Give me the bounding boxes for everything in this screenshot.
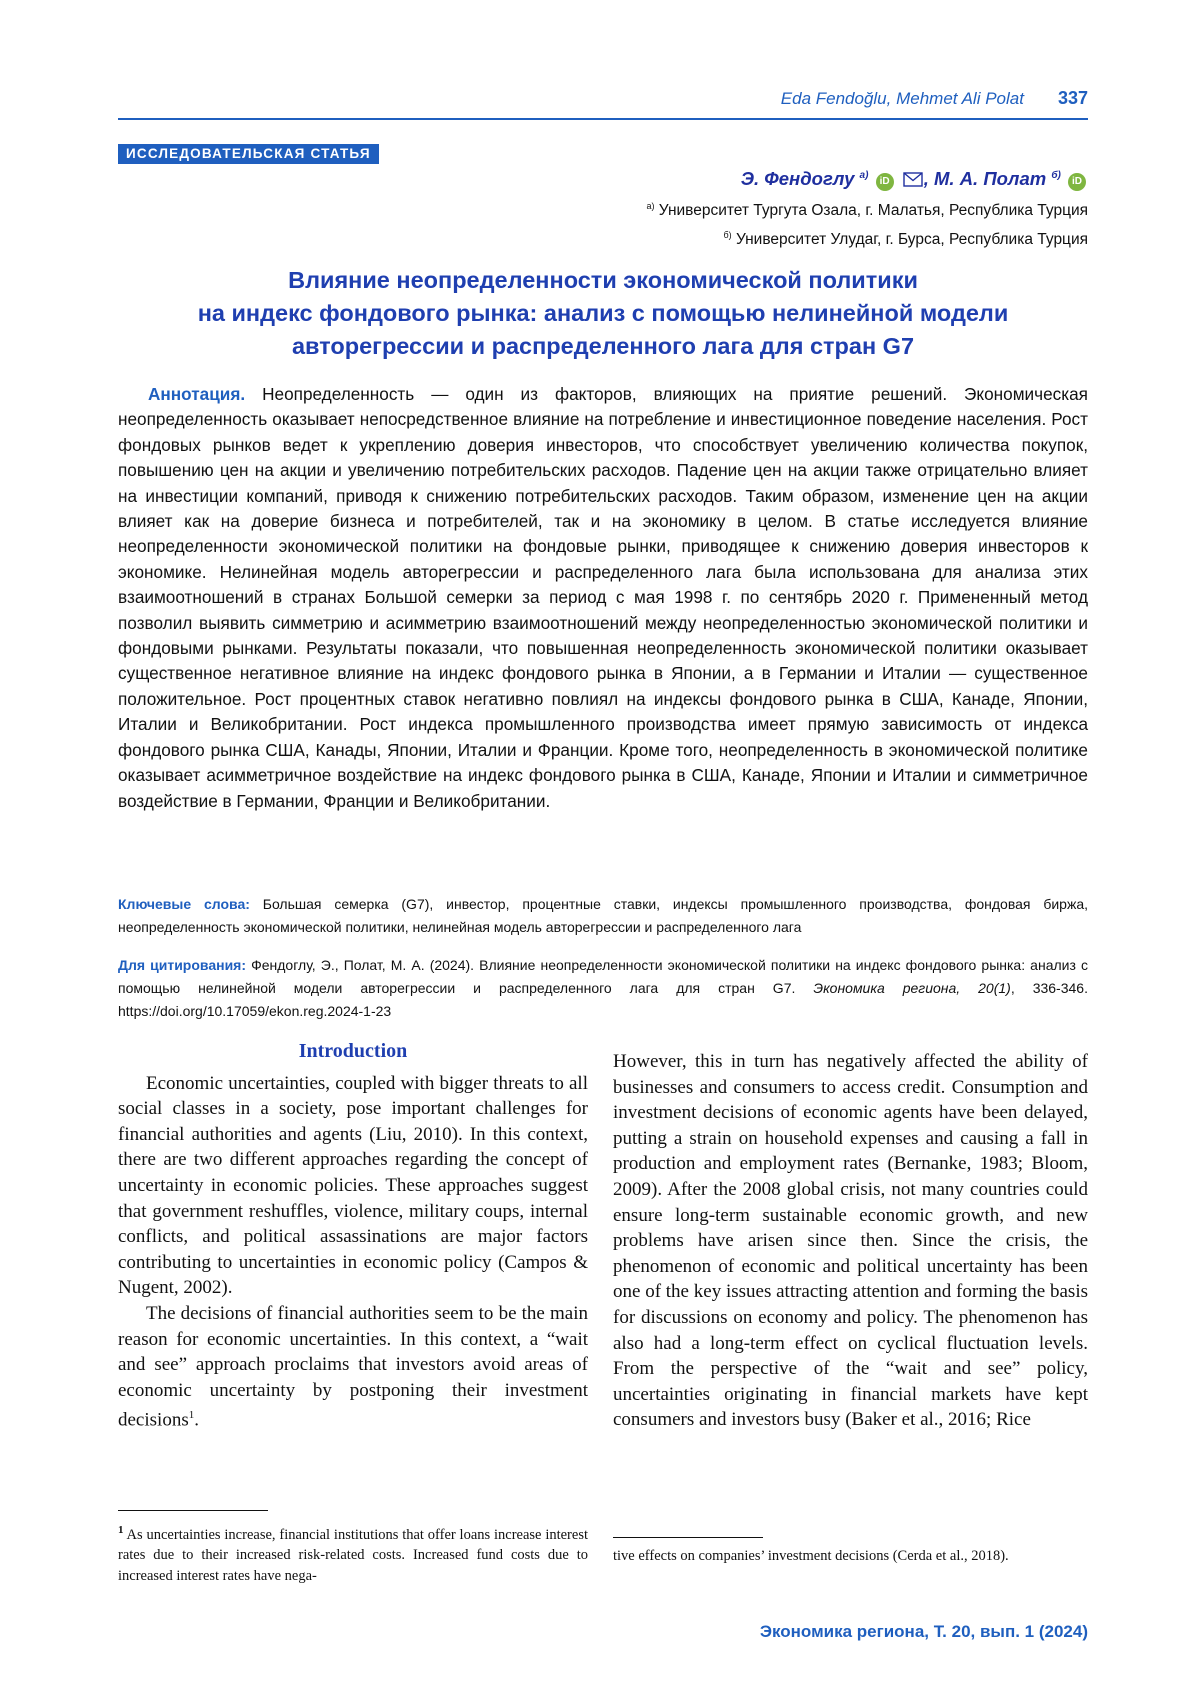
abstract-label: Аннотация. — [148, 384, 246, 404]
citation-doi[interactable]: , 336-346. https://doi.org/10.17059/ekon.reg.2024-1-23 — [118, 980, 1088, 1019]
citation-text: Фендоглу, Э., Полат, М. А. (2024). Влияние неопределенности экономической политики на индекс фондового рынка: анализ с помощью нелинейной модели авторегрессии и распределенного лага для стран G7. — [118, 957, 1088, 996]
abstract-text: Неопределенность — один из факторов, влияющих на приятие решений. Экономическая неопределенность оказывает непосредственное влияние на потребление и инвестиционное поведение населения. Рост фондовых рынков ведет к укреплению доверия инвесторов, что способствует увеличению количества покупок, повышению цен на акции и увеличению потребительских расходов. Падение цен на акции также отрицательно влияет на инвестиции компаний, приводя к снижению потребительских расходов. Таким образом, изменение цен на акции влияет как на доверие бизнеса и потребителей, так и на экономику в целом. В статье исследуется влияние неопределенности экономической политики на фондовые рынки, приводящее к снижению доверия инвесторов к экономике. Нелинейная модель авторегрессии и распределенного лага была использована для анализа этих взаимоотношений в странах Большой семерки за период с мая 1998 г. по сентябрь 2020 г. Примененный метод позволил выявить симметрию и асимметрию взаимоотношений между неопределенностью экономической политики и фондовыми рынками. Результаты показали, что повышенная неопределенность экономической политики оказывает существенное негативное влияние на индекс фондового рынка в Японии, а в Германии и Италии — существенное положительное. Рост процентных ставок негативно повлиял на индексы фондового рынка в США, Канаде, Японии, Италии и Великобритании. Рост индекса промышленного производства имеет прямую зависимость от индекса фондового рынка США, Канады, Японии, Италии и Франции. Кроме того, неопределенность в экономической политике оказывает асимметричное воздействие на индекс фондового рынка в США, Канаде, Японии и Италии и симметричное воздействие в Германии, Франции и Великобритании. — [118, 384, 1088, 811]
author-1-affiliation-mark: а) — [859, 169, 869, 181]
citation-journal: Экономика региона, 20(1) — [813, 980, 1011, 996]
author-2-affiliation-mark: б) — [1051, 169, 1061, 181]
orcid-icon[interactable]: iD — [876, 173, 894, 191]
keywords-label: Ключевые слова: — [118, 896, 250, 912]
journal-footer: Экономика региона, Т. 20, вып. 1 (2024) — [759, 1622, 1088, 1641]
author-2-name: М. А. Полат — [934, 168, 1047, 189]
keywords — [118, 893, 1088, 939]
footnote-rule — [118, 1510, 268, 1511]
page-number: 337 — [1057, 88, 1088, 108]
section-heading: Introduction — [298, 1040, 408, 1062]
citation-label: Для цитирования: — [118, 957, 247, 973]
affiliation-2 — [646, 223, 1088, 252]
footnote-mark: 1 — [118, 1524, 124, 1536]
footnote-ref[interactable]: 1 — [188, 1409, 195, 1422]
footnote-1 — [118, 1520, 588, 1586]
affiliation-2-mark: б) — [723, 230, 732, 241]
mail-icon[interactable] — [903, 172, 923, 187]
body-column-right — [613, 1049, 1088, 1433]
body-column-left — [118, 1039, 588, 1433]
affiliation-1-mark: а) — [646, 201, 655, 211]
orcid-icon[interactable]: iD — [1068, 173, 1086, 191]
footnote-continued: tive effects on companies’ investment decisions (Cerda et al., 2018). — [613, 1548, 1009, 1564]
affiliation-1-text: Университет Тургута Озала, г. Малатья, Республика Турция — [654, 202, 1088, 220]
author-1-name: Э. Фендоглу — [740, 168, 855, 189]
title-line-3: авторегрессии и распределенного лага для стран G7 — [291, 333, 915, 359]
citation — [118, 954, 1088, 1023]
footnote-text: As uncertainties increase, financial institutions that offer loans increase interest rates due to their increased risk-related costs. Increased fund costs due to increased interest rates have nega- — [118, 1526, 588, 1584]
keywords-text: Большая семерка (G7), инвестор, процентные ставки, индексы промышленного производства, фондовая биржа, неопределенность экономической политики, нелинейная модель авторегрессии и распределенного лага — [118, 896, 1089, 935]
paragraph — [118, 1301, 588, 1433]
paragraph-text: The decisions of financial authorities seem to be the main reason for economic uncertainties. In this context, a “wait and see” approach proclaims that investors avoid areas of economic uncertainty by postponing their investment decisions — [118, 1302, 588, 1431]
author-line — [741, 168, 1088, 191]
title-line-2: на индекс фондового рынка: анализ с помощью нелинейной модели — [197, 300, 1009, 326]
affiliations — [646, 194, 1088, 252]
running-authors: Eda Fendoğlu, Mehmet Ali Polat — [780, 89, 1024, 108]
article-title — [118, 264, 1088, 363]
affiliation-2-text: Университет Улудаг, г. Бурса, Республика Турция — [731, 231, 1088, 249]
paragraph: Economic uncertainties, coupled with bigger threats to all social classes in a society, pose important challenges for financial authorities and agents (Liu, 2010). In this context, there are two different approaches regarding the concept of uncertainty in economic policies. These approaches suggest that government reshuffles, violence, military coups, internal conflicts, and political assassinations are major factors contributing to uncertainties in economic policy (Campos & Nugent, 2002). — [118, 1072, 588, 1299]
section-badge: ИССЛЕДОВАТЕЛЬСКАЯ СТАТЬЯ — [118, 144, 379, 164]
paragraph: However, this in turn has negatively affected the ability of businesses and consumers to access credit. Consumption and investment decisions of economic agents have been delayed, putting a strain on household expenses and causing a fall in production and employment rates (Bernanke, 1983; Bloom, 2009). After the 2008 global crisis, not many countries could ensure long-term sustainable economic growth, and new problems have arisen since then. Since the crisis, the phenomenon of economic and political uncertainty has been one of the key issues attracting attention and forming the basis for discussions on economy and policy. The phenomenon has also had a long-term effect on cyclical fluctuation levels. From the perspective of the “wait and see” policy, uncertainties originating in financial markets have kept consumers and investors busy (Baker et al., 2016; Rice — [613, 1051, 1088, 1431]
paragraph-end: . — [194, 1409, 199, 1431]
title-line-1: Влияние неопределенности экономической политики — [288, 267, 918, 293]
affiliation-1 — [646, 194, 1088, 223]
footnote-rule — [613, 1537, 763, 1538]
running-header — [118, 88, 1088, 114]
header-rule — [118, 118, 1088, 120]
abstract — [118, 382, 1088, 814]
author-separator: , — [923, 168, 934, 189]
